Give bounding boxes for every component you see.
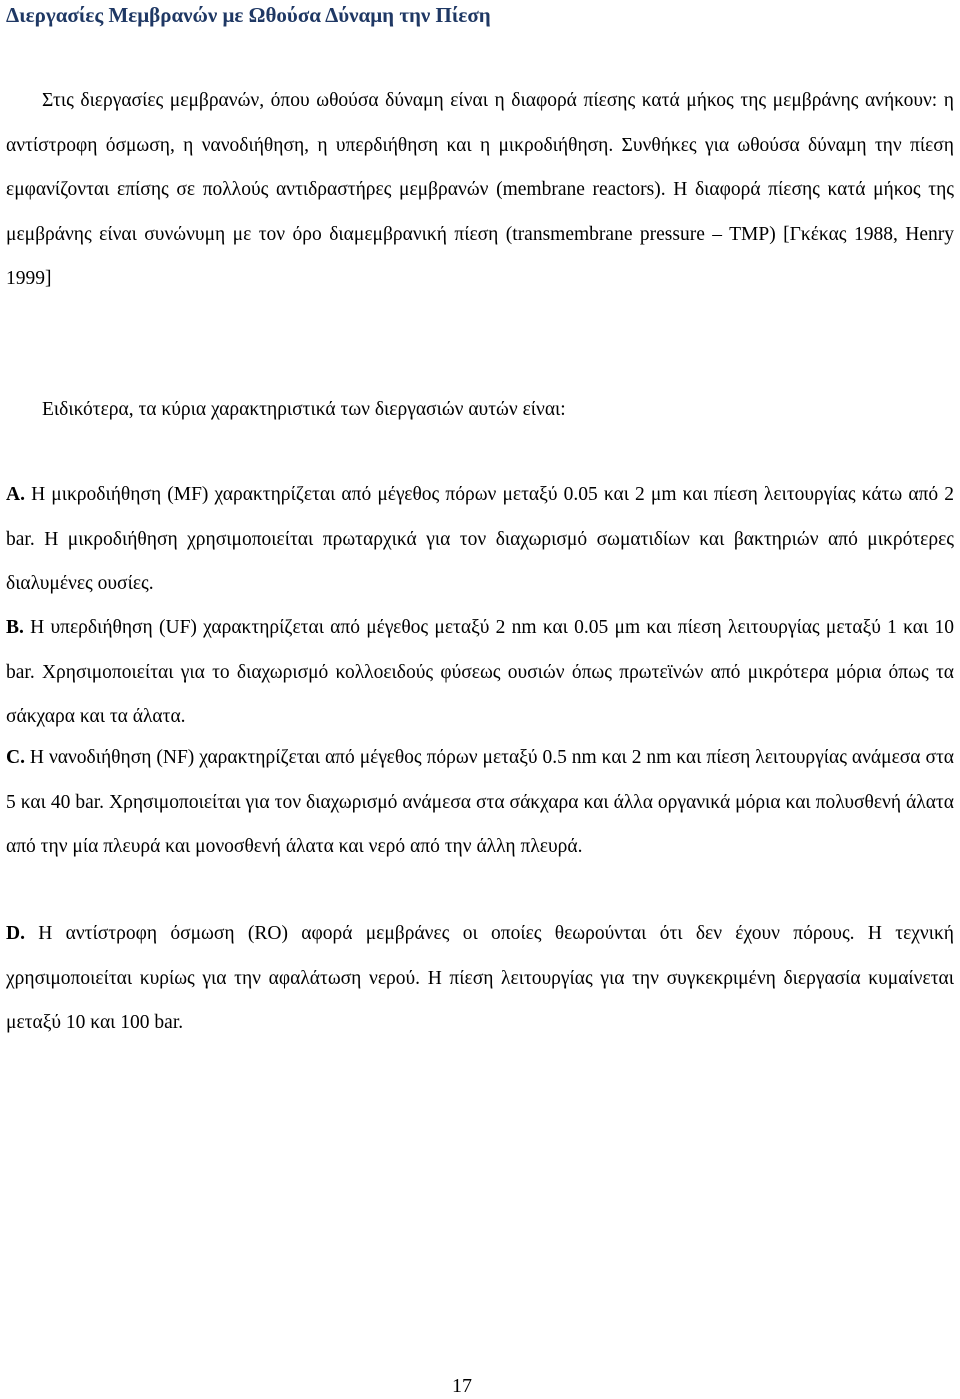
list-item-ultrafiltration (6, 606, 954, 740)
list-item-letter: D. (6, 923, 25, 944)
intro-paragraph: Στις διεργασίες μεμβρανών, όπου ωθούσα δύναμη είναι η διαφορά πίεσης κατά μήκος της μεμβράνης ανήκουν: η αντίστροφη όσμωση, η νανοδιήθηση, η υπερδιήθηση και η μικροδιήθηση. Συνθήκες για ωθούσα δύναμη την πίεση εμφανίζονται επίσης σε πολλούς αντιδραστήρες μεμβρανών (membrane reactors). Η διαφορά πίεσης κατά μήκος της μεμβράνης είναι συνώνυμη με τον όρο διαμεμβρανική πίεση (transmembrane pressure – TMP) [Γκέκας 1988, Henry 1999] (6, 90, 954, 289)
list-item-text: Η αντίστροφη όσμωση (RO) αφορά μεμβράνες οι οποίες θεωρούνται ότι δεν έχουν πόρους. Η τεχνική χρησιμοποιείται κυρίως για την αφαλάτωση νερού. Η πίεση λειτουργίας για την συγκεκριμένη διεργασία κυμαίνεται μεταξύ 10 και 100 bar. (6, 923, 954, 1033)
list-item-reverse-osmosis (6, 912, 954, 1046)
list-item-letter: A. (6, 484, 25, 505)
list-item-microfiltration (6, 473, 954, 607)
page-number: 17 (452, 1375, 472, 1397)
list-item-text: Η νανοδιήθηση (NF) χαρακτηρίζεται από μέγεθος πόρων μεταξύ 0.5 nm και 2 nm και πίεση λειτουργίας ανάμεσα στα 5 και 40 bar. Χρησιμοποιείται για τον διαχωρισμό ανάμεσα στα σάκχαρα και άλλα οργανικά μόρια και πολυσθενή άλατα από την μία πλευρά και μονοσθενή άλατα και νερό από την άλλη πλευρά. (6, 747, 955, 857)
list-item-text: Η υπερδιήθηση (UF) χαρακτηρίζεται από μέγεθος μεταξύ 2 nm και 0.05 μm και πίεση λειτουργίας μεταξύ 1 και 10 bar. Χρησιμοποιείται για το διαχωρισμό κολλοειδούς φύσεως ουσιών όπως πρωτεϊνών από μικρότερα μόρια όπως τα σάκχαρα και τα άλατα. (6, 617, 955, 727)
list-item-nanofiltration (6, 736, 954, 870)
section-heading: Διεργασίες Μεμβρανών με Ωθούσα Δύναμη την Πίεση (6, 3, 491, 27)
list-item-letter: C. (6, 747, 25, 768)
characteristics-intro: Ειδικότερα, τα κύρια χαρακτηριστικά των διεργασιών αυτών είναι: (42, 399, 566, 420)
list-item-text: Η μικροδιήθηση (MF) χαρακτηρίζεται από μέγεθος πόρων μεταξύ 0.05 και 2 μm και πίεση λειτουργίας κάτω από 2 bar. Η μικροδιήθηση χρησιμοποιείται πρωταρχικά για τον διαχωρισμό σωματιδίων και βακτηριών από μικρότερες διαλυμένες ουσίες. (6, 484, 955, 594)
list-item-letter: B. (6, 617, 24, 638)
